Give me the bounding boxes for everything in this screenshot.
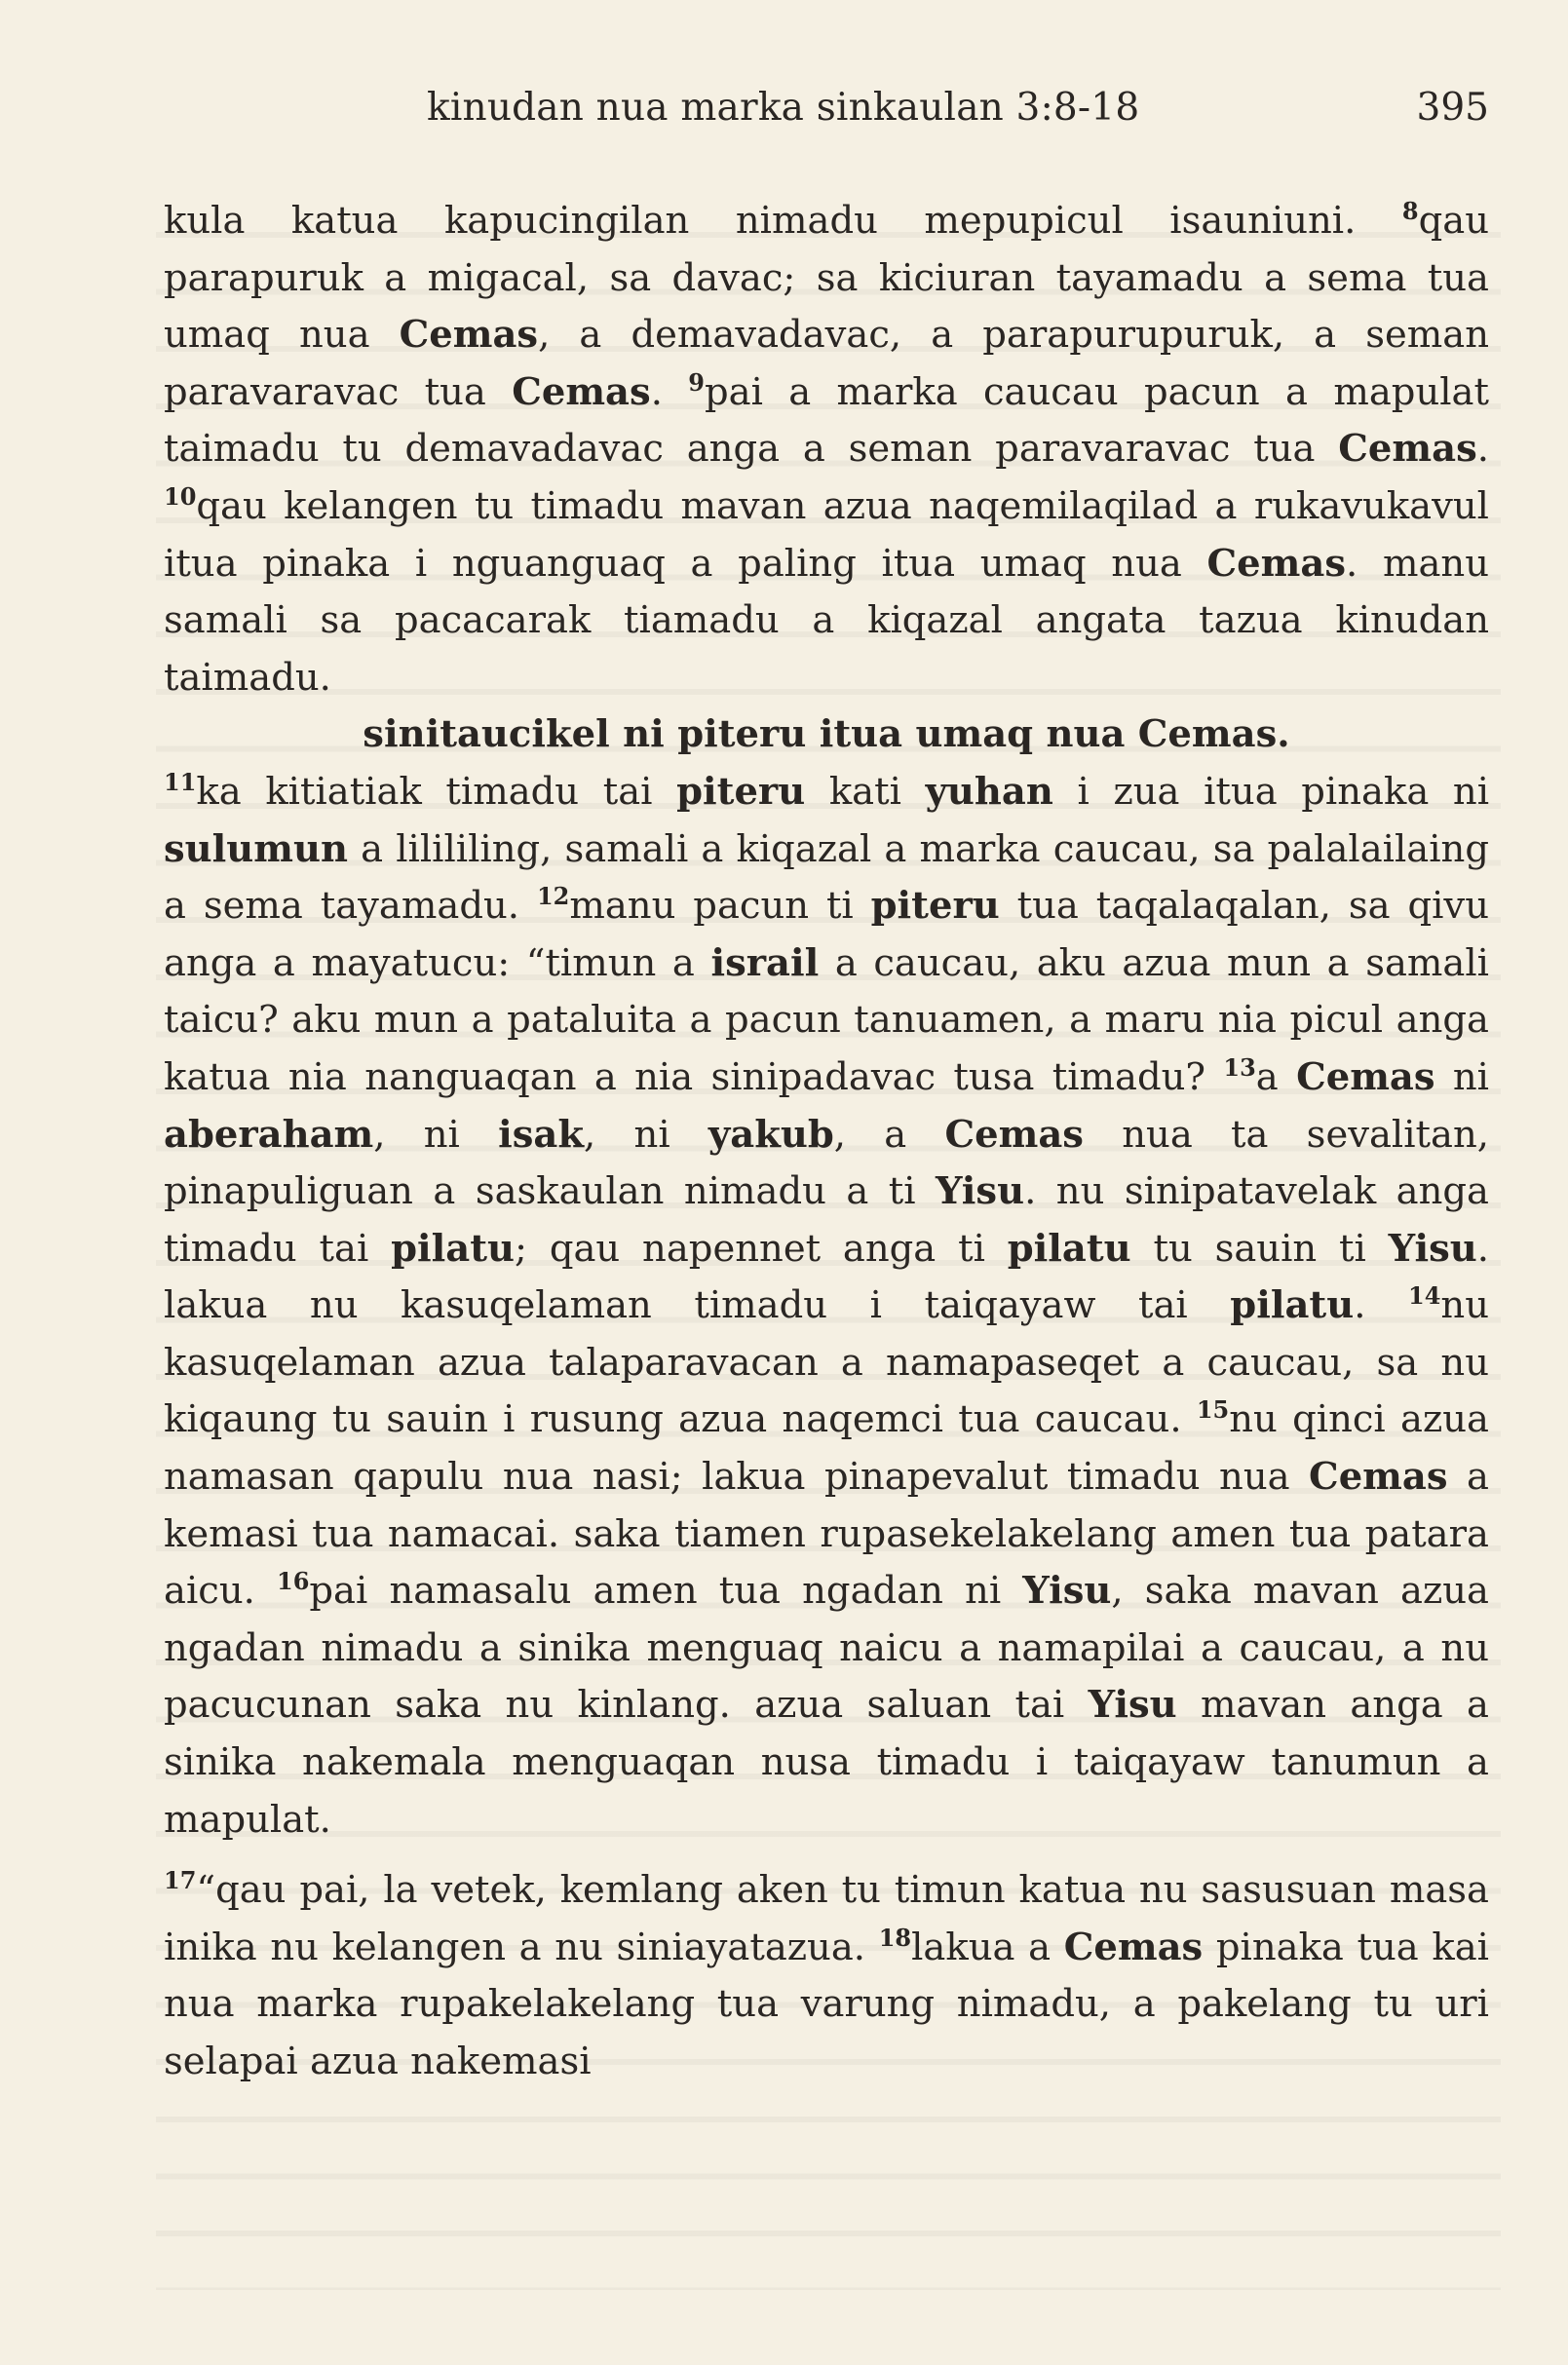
text-run: . nu sinipatavelak anga timadu tai — [164, 1169, 1489, 1271]
name-yuhan: yuhan — [925, 769, 1053, 814]
name-cemas: Cemas — [944, 1112, 1084, 1157]
verse-number: 9 — [688, 367, 705, 397]
text-run: ka kitiatiak timadu tai — [196, 769, 677, 814]
text-run: , a demavadavac, a parapurupuruk, a seman paravaravac tua — [164, 313, 1489, 414]
name-cemas: Cemas — [1296, 1054, 1435, 1099]
text-run: kati — [805, 769, 926, 814]
text-run: , ni — [584, 1112, 708, 1157]
name-yisu: Yisu — [1022, 1569, 1112, 1614]
text-run: , saka mavan azua ngadan nimadu a sinika menguaq naicu a namapilai a caucau, a nu pacucunan saka nu kinlang. azua saluan tai — [164, 1569, 1489, 1728]
name-sulumun: sulumun — [164, 826, 349, 871]
text-run: ; qau napennet anga ti — [515, 1226, 1008, 1271]
name-piteru: piteru — [676, 769, 806, 814]
text-run: pinaka tua kai nua marka rupakelakelang tua varung nimadu, a pakelang tu uri selapai azua nakemasi — [164, 1925, 1489, 2083]
text-run: pai a marka caucau pacun a mapulat taimadu tu demavadavac anga a seman paravaravac tua — [164, 369, 1489, 472]
name-piteru: piteru — [870, 884, 1000, 929]
name-yisu: Yisu — [1088, 1683, 1177, 1728]
text-run: a kemasi tua namacai. saka tiamen rupasekelakelang amen tua patara aicu. — [164, 1455, 1489, 1614]
name-yisu: Yisu — [936, 1169, 1025, 1214]
text-run: . — [650, 369, 689, 414]
name-israil: israil — [710, 940, 820, 985]
text-run: . — [1354, 1283, 1408, 1328]
name-pilatu: pilatu — [1007, 1226, 1131, 1271]
text-run: i zua itua pinaka ni — [1052, 769, 1490, 814]
text-run: qau parapuruk a migacal, sa davac; sa kiciuran tayamadu a sema tua umaq nua — [164, 199, 1489, 358]
name-yisu: Yisu — [1388, 1226, 1477, 1271]
text-run: , a — [833, 1112, 945, 1157]
section-heading: sinitaucikel ni piteru itua umaq nua Cemas. — [363, 712, 1290, 757]
verse-number: 15 — [1196, 1395, 1230, 1425]
name-pilatu: pilatu — [1230, 1283, 1355, 1328]
verse-number: 18 — [878, 1923, 912, 1952]
verse-number: 12 — [536, 882, 570, 911]
verse-number: 16 — [277, 1567, 310, 1596]
paragraph-verses-8-10 — [164, 193, 1489, 706]
text-run: qau kelangen tu timadu mavan azua naqemilaqilad a rukavukavul itua pinaka i nguanguaq a paling itua umaq nua — [164, 483, 1489, 586]
text-run: nua ta sevalitan, pinapuliguan a saskaulan nimadu a ti — [164, 1112, 1490, 1214]
text-run: “qau pai, la vetek, kemlang aken tu timun katua nu sasusuan masa inika nu kelangen a nu siniayatazua. — [164, 1868, 1489, 1969]
paragraph-verses-17-18 — [164, 1862, 1489, 2090]
verse-number: 10 — [164, 482, 197, 512]
paragraph-verses-11-16 — [164, 764, 1489, 1849]
text-run: tu sauin ti — [1130, 1226, 1389, 1271]
verse-number: 13 — [1223, 1053, 1256, 1083]
text-run: pai namasalu amen tua ngadan ni — [309, 1569, 1023, 1614]
text-run: , ni — [373, 1112, 499, 1157]
name-aberaham: aberaham — [164, 1112, 374, 1157]
text-run: ni — [1434, 1054, 1489, 1099]
text-run: nu qinci azua namasan qapulu nua nasi; lakua pinapevalut timadu nua — [164, 1397, 1489, 1500]
body-text — [164, 193, 1489, 2091]
text-run: nu kasuqelaman azua talaparavacan a namapaseqet a caucau, sa nu kiqaung tu sauin i rusung azua naqemci tua caucau. — [164, 1283, 1489, 1442]
page-number: 395 — [1416, 86, 1489, 130]
name-pilatu: pilatu — [391, 1226, 516, 1271]
text-run: a caucau, aku azua mun a samali taicu? aku mun a pataluita a pacun tanuamen, a maru nia picul anga katua nia nanguaqan a nia sinipadavac tusa timadu? — [164, 940, 1489, 1099]
running-title: kinudan nua marka sinkaulan 3:8-18 — [427, 86, 1140, 130]
text-run: tua taqalaqalan, sa qivu anga a mayatucu: “timun a — [164, 884, 1489, 985]
text-run: lakua a — [911, 1925, 1064, 1969]
name-cemas: Cemas — [1338, 427, 1477, 472]
text-run: . manu samali sa pacacarak tiamadu a kiqazal angata tazua kinudan taimadu. — [164, 541, 1489, 700]
name-yakub: yakub — [708, 1112, 834, 1157]
name-cemas: Cemas — [1063, 1925, 1204, 1969]
page-header — [205, 86, 1489, 144]
text-run: . lakua nu kasuqelaman timadu i taiqayaw tai — [164, 1226, 1490, 1328]
name-cemas: Cemas — [512, 369, 651, 414]
name-cemas: Cemas — [1309, 1455, 1448, 1500]
verse-number: 11 — [164, 768, 197, 797]
text-run: a lilililing, samali a kiqazal a marka caucau, sa palalailaing a sema tayamadu. — [164, 826, 1489, 929]
text-run: kula katua kapucingilan nimadu mepupicul isauniuni. — [164, 199, 1402, 243]
verse-number: 17 — [164, 1866, 197, 1895]
verse-number: 14 — [1408, 1281, 1441, 1311]
verse-number: 8 — [1401, 197, 1419, 226]
name-cemas: Cemas — [399, 313, 539, 358]
name-cemas: Cemas — [1206, 541, 1347, 586]
text-run: mavan anga a sinika nakemala menguaqan nusa timadu i taiqayaw tanumun a mapulat. — [164, 1683, 1489, 1842]
name-isak: isak — [498, 1112, 585, 1157]
text-run: a — [1255, 1054, 1297, 1099]
text-run: . — [1476, 427, 1489, 472]
text-run: manu pacun ti — [569, 884, 871, 929]
